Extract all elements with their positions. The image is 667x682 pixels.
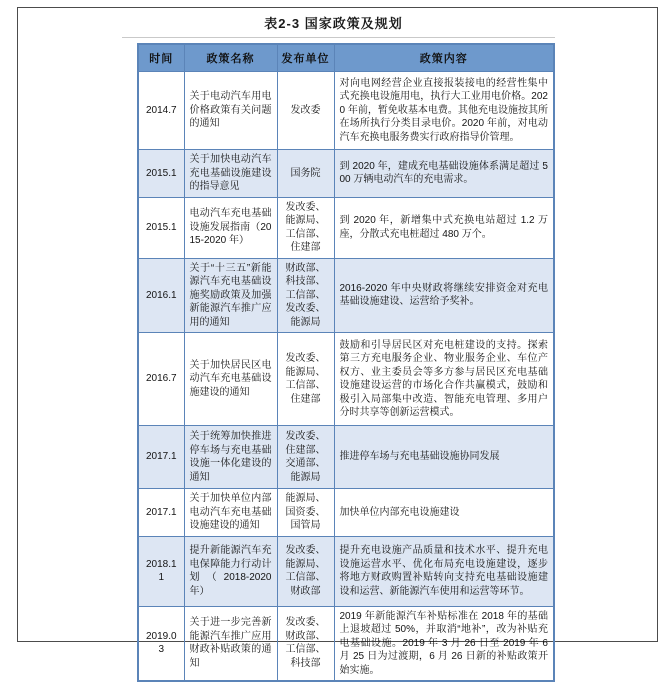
cell-issuing-unit: 发改委、能源局、工信部、住建部 [277, 333, 334, 426]
col-header-time: 时间 [138, 44, 184, 72]
table-row [138, 197, 554, 258]
divider-line [122, 37, 555, 38]
table-row [138, 72, 554, 150]
table-caption: 表2-3 国家政策及规划 [264, 16, 403, 31]
cell-time: 2015.1 [138, 150, 184, 198]
table-row [138, 150, 554, 198]
table-row [138, 426, 554, 489]
cell-issuing-unit: 财政部、科技部、工信部、发改委、能源局 [277, 258, 334, 333]
cell-policy-name: 提升新能源汽车充电保障能力行动计划（2018-2020 年） [184, 536, 277, 606]
cell-policy-name: 关于“十三五”新能源汽车充电基础设施奖励政策及加强新能源汽车推广应用的通知 [184, 258, 277, 333]
cell-policy-name: 关于加快居民区电动汽车充电基础设施建设的通知 [184, 333, 277, 426]
cell-issuing-unit: 发改委、财政部、工信部、科技部 [277, 606, 334, 681]
cell-policy-name: 关于加快单位内部电动汽车充电基础设施建设的通知 [184, 489, 277, 537]
cell-time: 2019.03 [138, 606, 184, 681]
col-header-issuing-unit: 发布单位 [277, 44, 334, 72]
cell-policy-content: 2019 年新能源汽车补贴标准在 2018 年的基础上退坡超过 50%，并取消“地补”，改为补贴充电基础设施。2019 年 3 月 26 日至 2019 年 6 月 25 日为过渡期，6 月 26 日新的补贴政策开始实施。 [334, 606, 554, 681]
cell-issuing-unit: 发改委、住建部、交通部、能源局 [277, 426, 334, 489]
cell-policy-content: 到 2020 年，建成充电基础设施体系满足超过 500 万辆电动汽车的充电需求。 [334, 150, 554, 198]
cell-time: 2018.11 [138, 536, 184, 606]
cell-policy-content: 2016-2020 年中央财政将继续安排资金对充电基础设施建设、运营给予奖补。 [334, 258, 554, 333]
cell-time: 2014.7 [138, 72, 184, 150]
header-row [138, 44, 554, 72]
cell-policy-name: 关于进一步完善新能源汽车推广应用财政补贴政策的通知 [184, 606, 277, 681]
cell-issuing-unit: 发改委、能源局、工信部、住建部 [277, 197, 334, 258]
cell-policy-name: 关于加快电动汽车充电基础设施建设的指导意见 [184, 150, 277, 198]
cell-issuing-unit: 国务院 [277, 150, 334, 198]
cell-policy-content: 对向电网经营企业直接报装接电的经营性集中式充换电设施用电，执行大工业用电价格。2020 年前，暂免收基本电费。其他充电设施按其所在场所执行分类目录电价。2020 年前，对电动汽车充换电服务费实行政府指导价管理。 [334, 72, 554, 150]
cell-time: 2017.1 [138, 489, 184, 537]
cell-policy-content: 推进停车场与充电基础设施协同发展 [334, 426, 554, 489]
cell-policy-content: 鼓励和引导居民区对充电桩建设的支持。探索第三方充电服务企业、物业服务企业、车位产权方、业主委员会等多方参与居民区充电基础设施建设运营的市场化合作共赢模式，鼓励和极引入局部集中改造、智能充电管理、多用户分时共享等创新运营模式。 [334, 333, 554, 426]
cell-time: 2016.1 [138, 258, 184, 333]
cell-issuing-unit: 发改委、能源局、工信部、财政部 [277, 536, 334, 606]
cell-policy-name: 电动汽车充电基础设施发展指南（2015-2020 年） [184, 197, 277, 258]
cell-policy-content: 到 2020 年，新增集中式充换电站超过 1.2 万座，分散式充电桩超过 480 万个。 [334, 197, 554, 258]
table-row [138, 489, 554, 537]
cell-time: 2017.1 [138, 426, 184, 489]
cell-policy-name: 关于统筹加快推进停车场与充电基础设施一体化建设的通知 [184, 426, 277, 489]
table-row [138, 606, 554, 681]
cell-time: 2016.7 [138, 333, 184, 426]
table-body [138, 72, 554, 682]
table-row [138, 258, 554, 333]
cell-policy-content: 加快单位内部充电设施建设 [334, 489, 554, 537]
col-header-policy-content: 政策内容 [334, 44, 554, 72]
cell-issuing-unit: 发改委 [277, 72, 334, 150]
col-header-policy-name: 政策名称 [184, 44, 277, 72]
table-row [138, 333, 554, 426]
table-row [138, 536, 554, 606]
cell-time: 2015.1 [138, 197, 184, 258]
cell-policy-name: 关于电动汽车用电价格政策有关问题的通知 [184, 72, 277, 150]
cell-policy-content: 提升充电设施产品质量和技术水平、提升充电设施运营水平、优化布局充电设施建设，逐步将地方财政购置补贴转向支持充电基础设施建设和运营、新能源汽车使用和运营等环节。 [334, 536, 554, 606]
cell-issuing-unit: 能源局、国资委、国管局 [277, 489, 334, 537]
policy-table [137, 43, 555, 682]
